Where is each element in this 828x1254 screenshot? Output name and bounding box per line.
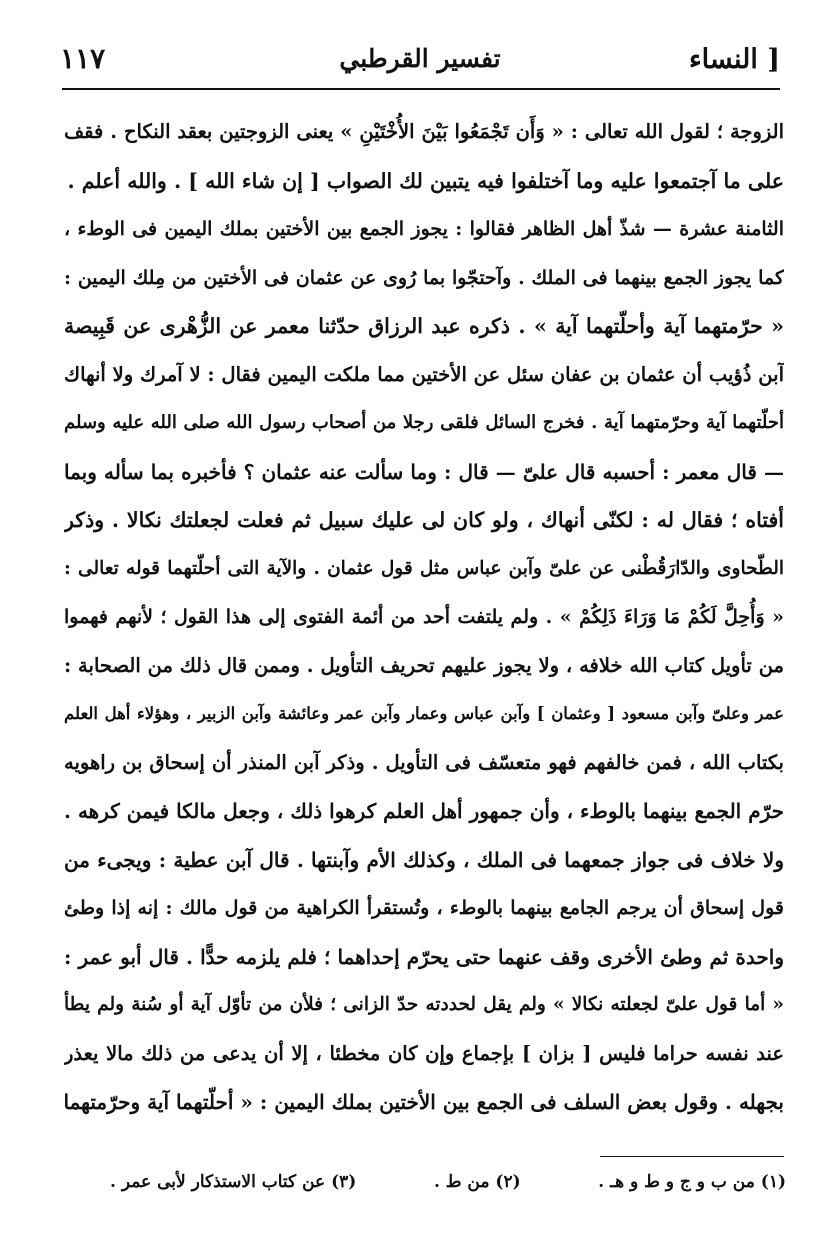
text-line: من تأويل كتاب الله خلافه ، ولا يجوز عليهم تحريف التأويل . وممن قال ذلك من الصحابة :	[64, 653, 784, 677]
page-header	[60, 38, 780, 88]
text-line: « حرّمتهما آية وأحلّتهما آية » . ذكره عبد الرزاق حدّثنا معمر عن الزُّهْرى عن قَبِيصة	[64, 314, 784, 338]
text-line: حرّم الجمع بينهما بالوطء ، وأن جمهور أهل العلم كرهوا ذلك ، وجعل مالكا فيمن كرهه .	[64, 799, 784, 823]
text-line: عمر وعلىّ وآبن مسعود [ وعثمان ] وآبن عباس وعمار وآبن عمر وعائشة وآبن الزبير ، وهؤلاء أهل العلم	[64, 704, 784, 723]
text-line: الثامنة عشرة — شذّ أهل الظاهر فقالوا : يجوز الجمع بين الأختين بملك اليمين فى الوطء ،	[64, 218, 784, 240]
text-line: عند نفسه حراما فليس [ بزان ] بإجماع وإن كان مخطئا ، إلا أن يدعى من ذلك مالا يعذر	[64, 1041, 784, 1065]
text-line: ولا خلاف فى جواز جمعهما فى الملك ، وكذلك الأم وآبنتها . قال آبن عطية : ويجىء من	[64, 847, 784, 872]
text-line: أفتاه ؛ فقال له : لكنّى أنهاك ، ولو كان لى عليك سبيل ثم فعلت لجعلتك نكالا . وذكر	[64, 508, 784, 532]
text-line: أحلّتهما آية وحرّمتهما آية . فخرج السائل فلقى رجلا من أصحاب رسول الله صلى الله عليه وسلم	[64, 412, 784, 433]
text-line: آبن ذُؤيب أن عثمان بن عفان سئل عن الأختين مما ملكت اليمين فقال : لا آمرك ولا أنهاك	[64, 362, 784, 386]
text-line: « وَأُحِلَّ لَكُمْ مَا وَرَاءَ ذَلِكُمْ » . ولم يلتفت أحد من أئمة الفتوى إلى هذا القول ؛ لأنهم فهموا	[64, 606, 784, 628]
header-rule	[62, 88, 780, 90]
text-line: قول إسحاق أن يرجم الجامع بينهما بالوطء ، وتُستقرأ الكراهية من قول مالك : إنه إذا وطئ	[64, 897, 784, 919]
footnote-rule	[600, 1156, 784, 1157]
text-line: الزوجة ؛ لقول الله تعالى : « وَأَن تَجْمَعُوا بَيْنَ الأُخْتَيْنِ » يعنى الزوجتين بعقد النكاح . فقف	[64, 120, 784, 143]
body-text	[64, 108, 784, 1127]
text-line: « أما قول علىّ لجعلته نكالا » ولم يقل لحددته حدّ الزانى ؛ فلأن من تأوّل آية أو سُنة ولم يطأ	[64, 994, 784, 1015]
footnote-2: (٢) من ط .	[433, 1172, 521, 1192]
text-line: كما يجوز الجمع بينهما فى الملك . وآحتجّوا بما رُوى عن عثمان فى الأختين من مِلك اليمين :	[64, 266, 784, 289]
text-line: بكتاب الله ، فمن خالفهم فهو متعسّف فى التأويل . وذكر آبن المنذر أن إسحاق بن راهويه	[64, 750, 784, 774]
text-line: على ما آجتمعوا عليه وما آختلفوا فيه يتبين لك الصواب [ إن شاء الله ] . والله أعلم .	[67, 168, 784, 193]
text-line: — قال معمر : أحسبه قال علىّ — قال : وما سألت عنه عثمان ؟ فأخبره بما سأله وبما	[64, 459, 784, 484]
footnotes	[110, 1172, 786, 1192]
footnote-3: (٣) عن كتاب الاستذكار لأبى عمر .	[110, 1172, 357, 1192]
page-number: ١١٧	[60, 42, 106, 75]
book-title: تفسير القرطبي	[339, 44, 501, 73]
surah-name: [ النساء	[688, 44, 780, 75]
text-line: بجهله . وقول بعض السلف فى الجمع بين الأختين بملك اليمين : « أحلّتهما آية وحرّمتهما	[64, 1090, 784, 1114]
text-line: واحدة ثم وطئ الأخرى وقف عنهما حتى يحرّم إحداهما ؛ فلم يلزمه حدًّا . قال أبو عمر :	[64, 944, 784, 969]
footnote-1: (١) من ب و ج و ط و هـ .	[598, 1172, 786, 1192]
text-line: الطّحاوى والدّارَقُطْنى عن علىّ وآبن عباس مثل قول عثمان . والآية التى أحلّتهما قوله تعالى :	[64, 557, 784, 579]
